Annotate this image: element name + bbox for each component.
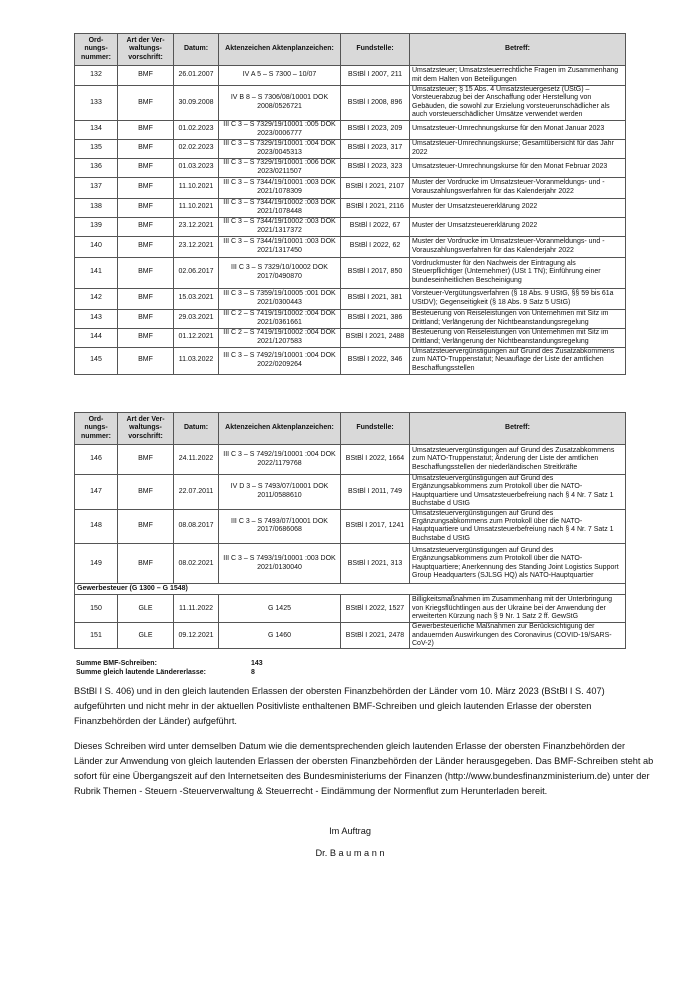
ordnungsnummer-cell: 133 (75, 86, 118, 121)
ordnungsnummer-cell: 135 (75, 139, 118, 158)
ordnungsnummer-cell: 146 (75, 445, 118, 475)
ordnungsnummer-cell: 148 (75, 509, 118, 544)
table-2-body-gewerbesteuer (75, 595, 626, 649)
datum-cell: 24.11.2022 (174, 445, 219, 475)
betreff-cell: Besteuerung von Reiseleistungen von Unternehmen mit Sitz im Drittland; Verlängerung der Nichtbeanstandungsregelung (410, 328, 626, 347)
aktenzeichen-cell: III C 3 – S 7359/19/10005 :001 DOK 2021/0300443 (219, 288, 341, 309)
fundstelle-cell: BStBl I 2017, 850 (341, 257, 410, 288)
aktenzeichen-cell: III C 3 – S 7329/19/10001 :006 DOK 2023/0211507 (219, 158, 341, 177)
fundstelle-cell: BStBl I 2022, 62 (341, 236, 410, 257)
datum-cell: 11.11.2022 (174, 595, 219, 623)
betreff-cell: Umsatzsteuer; § 15 Abs. 4 Umsatzsteuergesetz (UStG) – Vorsteuerabzug bei der Anschaffung oder Herstellung von Gebäuden, die sowohl zur Erzielung vorsteuerunschädlicher als auch vorsteuerschädlicher Umsätze verwendet werden (410, 86, 626, 121)
art-cell: GLE (118, 595, 174, 623)
table-row (75, 236, 626, 257)
table-header-row (75, 413, 626, 445)
betreff-cell: Umsatzsteuervergünstigungen auf Grund des Zusatzabkommens zum NATO-Truppenstatut; Änderung der Liste der amtlichen Beschaffungsstellen der niederländischen Streitkräfte (410, 445, 626, 475)
betreff-cell: Umsatzsteuer-Umrechnungskurse; Gesamtübersicht für das Jahr 2022 (410, 139, 626, 158)
header-fundstelle: Fundstelle: (341, 413, 410, 445)
datum-cell: 02.06.2017 (174, 257, 219, 288)
fundstelle-cell: BStBl I 2021, 2488 (341, 328, 410, 347)
summary-bmf-label: Summe BMF-Schreiben: (76, 660, 157, 667)
fundstelle-cell: BStBl I 2022, 346 (341, 347, 410, 374)
aktenzeichen-cell: III C 3 – S 7344/19/10001 :003 DOK 2021/1317450 (219, 236, 341, 257)
fundstelle-cell: BStBl I 2008, 896 (341, 86, 410, 121)
ordnungsnummer-cell: 151 (75, 623, 118, 649)
table-row (75, 86, 626, 121)
table-row (75, 328, 626, 347)
fundstelle-cell: BStBl I 2023, 317 (341, 139, 410, 158)
ordnungsnummer-cell: 143 (75, 309, 118, 328)
table-row (75, 595, 626, 623)
header-ordnungsnummer: Ord-nungs-nummer: (75, 413, 118, 445)
aktenzeichen-cell: III C 3 – S 7493/07/10001 DOK 2017/0686068 (219, 509, 341, 544)
ordnungsnummer-cell: 137 (75, 177, 118, 198)
betreff-cell: Umsatzsteuer-Umrechnungskurse für den Monat Januar 2023 (410, 120, 626, 139)
ordnungsnummer-cell: 150 (75, 595, 118, 623)
aktenzeichen-cell: III C 3 – S 7492/19/10001 :004 DOK 2022/0209264 (219, 347, 341, 374)
aktenzeichen-cell: III C 3 – S 7492/19/10001 :004 DOK 2022/1179768 (219, 445, 341, 475)
art-cell: BMF (118, 328, 174, 347)
fundstelle-cell: BStBl I 2021, 2107 (341, 177, 410, 198)
aktenzeichen-cell: III C 3 – S 7344/19/10001 :003 DOK 2021/1078309 (219, 177, 341, 198)
aktenzeichen-cell: III C 3 – S 7344/19/10002 :003 DOK 2021/1317372 (219, 217, 341, 236)
header-fundstelle: Fundstelle: (341, 34, 410, 66)
section-gewerbesteuer (75, 584, 626, 595)
aktenzeichen-cell: III C 2 – S 7419/19/10002 :004 DOK 2021/0361661 (219, 309, 341, 328)
betreff-cell: Vorsteuer-Vergütungsverfahren (§ 18 Abs. 9 UStG, §§ 59 bis 61a UStDV); Gegenseitigkeit (§ 18 Abs. 9 Satz 5 UStG) (410, 288, 626, 309)
art-cell: BMF (118, 236, 174, 257)
art-cell: BMF (118, 120, 174, 139)
table-row (75, 158, 626, 177)
header-datum: Datum: (174, 413, 219, 445)
aktenzeichen-cell: III C 2 – S 7419/19/10002 :004 DOK 2021/1207583 (219, 328, 341, 347)
summary-laender (76, 669, 255, 676)
betreff-cell: Muster der Vordrucke im Umsatzsteuer-Voranmeldungs- und -Vorauszahlungsverfahren für das Kalenderjahr 2022 (410, 177, 626, 198)
art-cell: BMF (118, 158, 174, 177)
summary-laender-label: Summe gleich lautende Ländererlasse: (76, 669, 206, 676)
table-1-body (75, 66, 626, 375)
datum-cell: 11.10.2021 (174, 177, 219, 198)
ordnungsnummer-cell: 138 (75, 198, 118, 217)
table-row (75, 544, 626, 584)
fundstelle-cell: BStBl I 2021, 381 (341, 288, 410, 309)
fundstelle-cell: BStBl I 2021, 2116 (341, 198, 410, 217)
art-cell: BMF (118, 198, 174, 217)
aktenzeichen-cell: IV D 3 – S 7493/07/10001 DOK 2011/0588610 (219, 475, 341, 510)
ordnungsnummer-cell: 134 (75, 120, 118, 139)
table-row (75, 139, 626, 158)
table-row (75, 509, 626, 544)
fundstelle-cell: BStBl I 2007, 211 (341, 66, 410, 86)
betreff-cell: Gewerbesteuerliche Maßnahmen zur Berücksichtigung der andauernden Auswirkungen des Coronavirus (COVID-19/SARS-CoV-2) (410, 623, 626, 649)
table-row (75, 198, 626, 217)
betreff-cell: Umsatzsteuervergünstigungen auf Grund des Ergänzungsabkommens zum Protokoll über die NATO-Hauptquartiere und Umsatzsteuerbefreiung nach § 4 Nr. 7 Satz 1 Buchstabe d UStG (410, 509, 626, 544)
aktenzeichen-cell: IV A 5 – S 7300 – 10/07 (219, 66, 341, 86)
datum-cell: 11.10.2021 (174, 198, 219, 217)
aktenzeichen-cell: III C 3 – S 7329/10/10002 DOK 2017/0490870 (219, 257, 341, 288)
fundstelle-cell: BStBl I 2022, 1527 (341, 595, 410, 623)
aktenzeichen-cell: G 1460 (219, 623, 341, 649)
art-cell: BMF (118, 475, 174, 510)
ordnungsnummer-cell: 144 (75, 328, 118, 347)
datum-cell: 01.03.2023 (174, 158, 219, 177)
fundstelle-cell: BStBl I 2022, 67 (341, 217, 410, 236)
art-cell: GLE (118, 623, 174, 649)
art-cell: BMF (118, 86, 174, 121)
table-row (75, 177, 626, 198)
datum-cell: 09.12.2021 (174, 623, 219, 649)
table-row (75, 257, 626, 288)
fundstelle-cell: BStBl I 2017, 1241 (341, 509, 410, 544)
positive-list-table-2 (74, 412, 626, 649)
art-cell: BMF (118, 288, 174, 309)
ordnungsnummer-cell: 145 (75, 347, 118, 374)
closing-text: Im Auftrag (329, 826, 371, 836)
datum-cell: 11.03.2022 (174, 347, 219, 374)
fundstelle-cell: BStBl I 2022, 1664 (341, 445, 410, 475)
table-row (75, 623, 626, 649)
table-row (75, 217, 626, 236)
table-row (75, 445, 626, 475)
betreff-cell: Umsatzsteuervergünstigungen auf Grund des Ergänzungsabkommens zum Protokoll über die NATO-Hauptquartiere; Anerkennung des Standing Joint Logistics Support Group Headquarters (SJLSG HQ) als NATO-Hauptquartier (410, 544, 626, 584)
art-cell: BMF (118, 509, 174, 544)
table-row (75, 347, 626, 374)
datum-cell: 01.12.2021 (174, 328, 219, 347)
art-cell: BMF (118, 66, 174, 86)
betreff-cell: Billigkeitsmaßnahmen im Zusammenhang mit der Unterbringung von Kriegsflüchtlingen aus der Ukraine bei der Anwendung der erweiterten Kürzung nach § 9 Nr. 1 Satz 2 ff. GewStG (410, 595, 626, 623)
table-row (75, 120, 626, 139)
ordnungsnummer-cell: 142 (75, 288, 118, 309)
header-betreff: Betreff: (410, 413, 626, 445)
summary-bmf-value: 143 (251, 660, 263, 667)
art-cell: BMF (118, 177, 174, 198)
summary-bmf (76, 660, 263, 667)
fundstelle-cell: BStBl I 2021, 386 (341, 309, 410, 328)
art-cell: BMF (118, 309, 174, 328)
ordnungsnummer-cell: 149 (75, 544, 118, 584)
header-ordnungsnummer: Ord-nungs-nummer: (75, 34, 118, 66)
paragraph-1: BStBl I S. 406) und in den gleich lautenden Erlassen der obersten Finanzbehörden der Länder vom 10. März 2023 (BStBl I S. 407) aufgeführten und nicht mehr in der aktuellen Positivliste enthaltenen BMF-Schreiben und gleich lautenden Erlasse der obersten Finanzbehörden der Länder) aufgeführt. (74, 686, 605, 726)
table-row (75, 288, 626, 309)
paragraph-2: Dieses Schreiben wird unter demselben Datum wie die dementsprechenden gleich lautenden Erlasse der obersten Finanzbehörden der Länder zur Anwendung von gleich lautenden Erlassen der obersten Finanzbehörden der Länder herausgegeben. Das BMF-Schreiben steht ab sofort für eine Übergangszeit auf den Internetseiten des Bundesministeriums der Finanzen (http://www.bundesfinanzministerium.de) unter der Rubrik Themen - Steuern -Steuerverwaltung & Steuerrecht - Eindämmung der Normenflut zum Herunterladen bereit. (74, 741, 654, 796)
datum-cell: 08.02.2021 (174, 544, 219, 584)
art-cell: BMF (118, 257, 174, 288)
betreff-cell: Umsatzsteuer-Umrechnungskurse für den Monat Februar 2023 (410, 158, 626, 177)
betreff-cell: Umsatzsteuervergünstigungen auf Grund des Zusatzabkommens zum NATO-Truppenstatut; Neuauflage der Liste der amtlichen Beschaffungsstellen (410, 347, 626, 374)
header-datum: Datum: (174, 34, 219, 66)
art-cell: BMF (118, 347, 174, 374)
header-betreff: Betreff: (410, 34, 626, 66)
fundstelle-cell: BStBl I 2011, 749 (341, 475, 410, 510)
header-aktenzeichen: Aktenzeichen Aktenplanzeichen: (219, 34, 341, 66)
betreff-cell: Umsatzsteuervergünstigungen auf Grund des Ergänzungsabkommens zum Protokoll über die NATO-Hauptquartiere und Umsatzsteuerbefreiung nach § 4 Nr. 7 Satz 1 Buchstabe d UStG (410, 475, 626, 510)
art-cell: BMF (118, 544, 174, 584)
signature: Dr. B a u m a n n (315, 848, 385, 858)
aktenzeichen-cell: III C 3 – S 7329/19/10001 :005 DOK 2023/0006777 (219, 120, 341, 139)
aktenzeichen-cell: G 1425 (219, 595, 341, 623)
datum-cell: 08.08.2017 (174, 509, 219, 544)
datum-cell: 01.02.2023 (174, 120, 219, 139)
aktenzeichen-cell: III C 3 – S 7344/19/10002 :003 DOK 2021/1078448 (219, 198, 341, 217)
fundstelle-cell: BStBl I 2021, 313 (341, 544, 410, 584)
art-cell: BMF (118, 217, 174, 236)
ordnungsnummer-cell: 140 (75, 236, 118, 257)
datum-cell: 30.09.2008 (174, 86, 219, 121)
aktenzeichen-cell: IV B 8 – S 7306/08/10001 DOK 2008/0526721 (219, 86, 341, 121)
summary-laender-value: 8 (251, 669, 255, 676)
aktenzeichen-cell: III C 3 – S 7493/19/10001 :003 DOK 2021/0130040 (219, 544, 341, 584)
fundstelle-cell: BStBl I 2023, 323 (341, 158, 410, 177)
fundstelle-cell: BStBl I 2021, 2478 (341, 623, 410, 649)
datum-cell: 26.01.2007 (174, 66, 219, 86)
betreff-cell: Muster der Umsatzsteuererklärung 2022 (410, 198, 626, 217)
header-aktenzeichen: Aktenzeichen Aktenplanzeichen: (219, 413, 341, 445)
ordnungsnummer-cell: 147 (75, 475, 118, 510)
betreff-cell: Muster der Vordrucke im Umsatzsteuer-Voranmeldungs- und -Vorauszahlungsverfahren für das Kalenderjahr 2022 (410, 236, 626, 257)
art-cell: BMF (118, 445, 174, 475)
ordnungsnummer-cell: 136 (75, 158, 118, 177)
fundstelle-cell: BStBl I 2023, 209 (341, 120, 410, 139)
table-row (75, 475, 626, 510)
datum-cell: 15.03.2021 (174, 288, 219, 309)
betreff-cell: Vordruckmuster für den Nachweis der Eintragung als Steuerpflichtiger (Unternehmer) (USt 1 TN); Einführung einer bundeseinheitlichen Bescheinigung (410, 257, 626, 288)
table-row (75, 309, 626, 328)
datum-cell: 23.12.2021 (174, 217, 219, 236)
table-row (75, 66, 626, 86)
table-header-row (75, 34, 626, 66)
aktenzeichen-cell: III C 3 – S 7329/19/10001 :004 DOK 2023/0045313 (219, 139, 341, 158)
datum-cell: 02.02.2023 (174, 139, 219, 158)
table-2-body (75, 445, 626, 584)
datum-cell: 22.07.2011 (174, 475, 219, 510)
art-cell: BMF (118, 139, 174, 158)
section-title: Gewerbesteuer (G 1300 – G 1548) (75, 584, 626, 595)
ordnungsnummer-cell: 141 (75, 257, 118, 288)
betreff-cell: Umsatzsteuer; Umsatzsteuerrechtliche Fragen im Zusammenhang mit dem Halten von Beteiligungen (410, 66, 626, 86)
header-art: Art der Ver-waltungs-vorschrift: (118, 34, 174, 66)
header-art: Art der Ver-waltungs-vorschrift: (118, 413, 174, 445)
datum-cell: 29.03.2021 (174, 309, 219, 328)
betreff-cell: Muster der Umsatzsteuererklärung 2022 (410, 217, 626, 236)
datum-cell: 23.12.2021 (174, 236, 219, 257)
ordnungsnummer-cell: 139 (75, 217, 118, 236)
positive-list-table-1 (74, 33, 626, 375)
ordnungsnummer-cell: 132 (75, 66, 118, 86)
betreff-cell: Besteuerung von Reiseleistungen von Unternehmen mit Sitz im Drittland; Verlängerung der Nichtbeanstandungsregelung (410, 309, 626, 328)
